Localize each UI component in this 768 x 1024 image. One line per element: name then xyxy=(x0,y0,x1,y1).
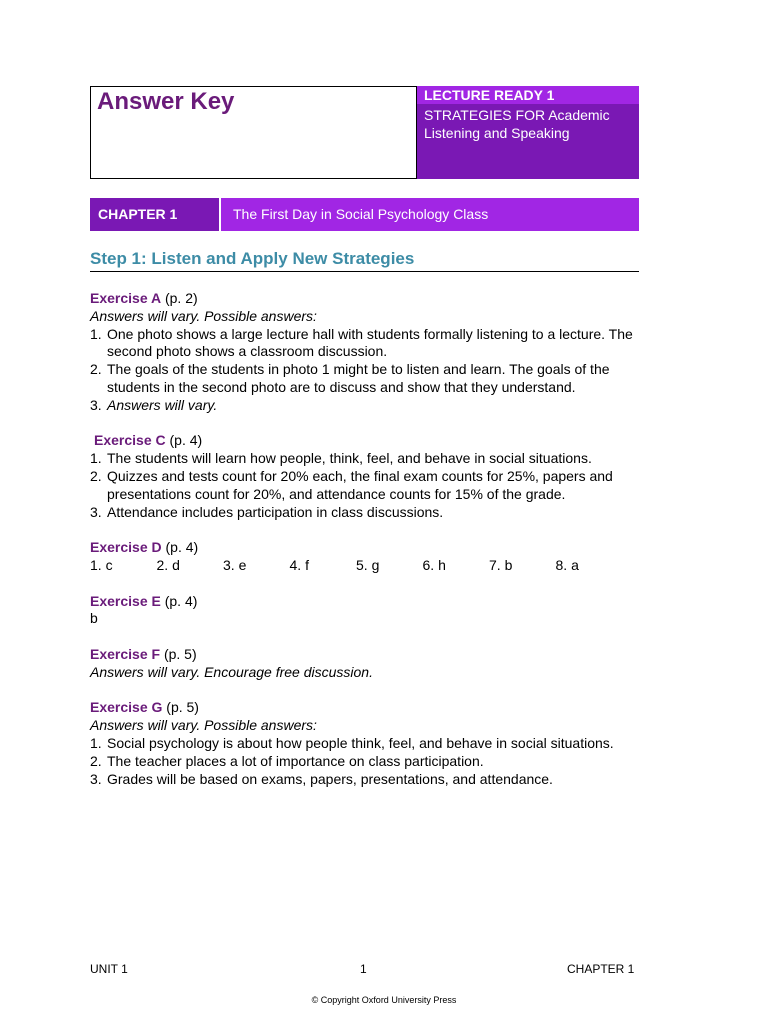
list-item xyxy=(90,735,650,753)
footer-unit: UNIT 1 xyxy=(90,962,128,976)
item-number: 1. xyxy=(90,734,102,751)
exercise-answer: b xyxy=(90,610,98,627)
list-item xyxy=(90,450,650,468)
exercise-e xyxy=(90,593,650,629)
item-text: Answers will vary. xyxy=(107,396,218,413)
exercise-d xyxy=(90,539,650,575)
item-text: The teacher places a lot of importance on class participation. xyxy=(107,752,484,769)
item-text: Grades will be based on exams, papers, presentations, and attendance. xyxy=(107,770,553,787)
list-item xyxy=(90,753,650,771)
exercise-heading xyxy=(90,290,650,308)
exercise-heading xyxy=(90,432,650,450)
item-number: 2. xyxy=(90,361,102,378)
exercise-a xyxy=(90,290,650,415)
exercise-page: (p. 5) xyxy=(160,645,197,662)
matching-answer: 7. b xyxy=(489,556,513,573)
matching-answer: 6. h xyxy=(422,556,446,573)
exercise-title: Exercise D xyxy=(90,539,162,556)
matching-answer: 3. e xyxy=(223,556,247,573)
matching-answer: 8. a xyxy=(555,556,579,573)
list-item xyxy=(90,468,650,504)
matching-answer: 1. c xyxy=(90,556,113,573)
exercise-g xyxy=(90,699,650,788)
exercise-f xyxy=(90,646,650,682)
step-heading: Step 1: Listen and Apply New Strategies xyxy=(90,249,415,268)
item-number: 1. xyxy=(90,450,102,467)
item-number: 3. xyxy=(90,396,102,413)
exercise-title: Exercise A xyxy=(90,290,162,306)
list-item xyxy=(90,397,650,415)
item-number: 3. xyxy=(90,503,102,520)
exercise-title: Exercise F xyxy=(90,645,161,662)
answer-content xyxy=(90,290,650,788)
exercise-page: (p. 5) xyxy=(162,699,199,716)
exercise-page: (p. 2) xyxy=(161,290,198,306)
exercise-page: (p. 4) xyxy=(165,432,203,449)
answer-list xyxy=(90,326,650,415)
exercise-page: (p. 4) xyxy=(160,592,198,609)
series-label: LECTURE READY 1 xyxy=(424,87,555,103)
item-text: The goals of the students in photo 1 might be to listen and learn. The goals of the students in the second photo are to discuss and show that they understand. xyxy=(107,361,610,395)
chapter-title: The First Day in Social Psychology Class xyxy=(233,206,489,222)
item-text: Quizzes and tests count for 20% each, the final exam counts for 25%, papers and presentations count for 20%, and attendance counts for 15% of the grade. xyxy=(107,467,613,502)
page-title: Answer Key xyxy=(97,88,235,115)
item-number: 2. xyxy=(90,467,102,484)
item-number: 1. xyxy=(90,325,102,342)
chapter-label: CHAPTER 1 xyxy=(98,206,178,222)
exercise-note: Answers will vary. Possible answers: xyxy=(90,307,317,324)
matching-answers xyxy=(90,557,650,575)
item-number: 3. xyxy=(90,770,102,787)
exercise-title: Exercise E xyxy=(90,592,161,609)
list-item xyxy=(90,504,650,522)
item-text: The students will learn how people, think, feel, and behave in social situations. xyxy=(107,450,592,467)
list-item xyxy=(90,361,650,397)
footer-chapter: CHAPTER 1 xyxy=(567,962,635,976)
step-divider xyxy=(90,271,639,272)
footer-page-number: 1 xyxy=(360,962,367,976)
exercise-title: Exercise G xyxy=(90,699,163,716)
exercise-note: Answers will vary. Encourage free discussion. xyxy=(90,663,373,680)
copyright-notice: © Copyright Oxford University Press xyxy=(311,995,457,1005)
item-text: Attendance includes participation in class discussions. xyxy=(107,503,444,520)
item-number: 2. xyxy=(90,752,102,769)
exercise-heading xyxy=(90,593,650,611)
exercise-page: (p. 4) xyxy=(161,539,199,556)
series-subtitle: STRATEGIES FOR Academic Listening and Speaking xyxy=(424,107,610,141)
item-text: One photo shows a large lecture hall with students formally listening to a lecture. The second photo shows a classroom discussion. xyxy=(107,325,633,360)
item-text: Social psychology is about how people think, feel, and behave in social situations. xyxy=(107,734,614,751)
answer-list xyxy=(90,735,650,788)
exercise-title: Exercise C xyxy=(94,432,166,449)
list-item xyxy=(90,771,650,789)
matching-answer: 5. g xyxy=(356,556,380,573)
exercise-heading xyxy=(90,646,650,664)
matching-answer: 4. f xyxy=(289,556,309,573)
exercise-c xyxy=(90,432,650,521)
matching-answer: 2. d xyxy=(156,556,180,573)
exercise-heading xyxy=(90,699,650,717)
exercise-note: Answers will vary. Possible answers: xyxy=(90,717,317,734)
exercise-heading xyxy=(90,539,650,557)
answer-list xyxy=(90,450,650,521)
list-item xyxy=(90,326,650,362)
